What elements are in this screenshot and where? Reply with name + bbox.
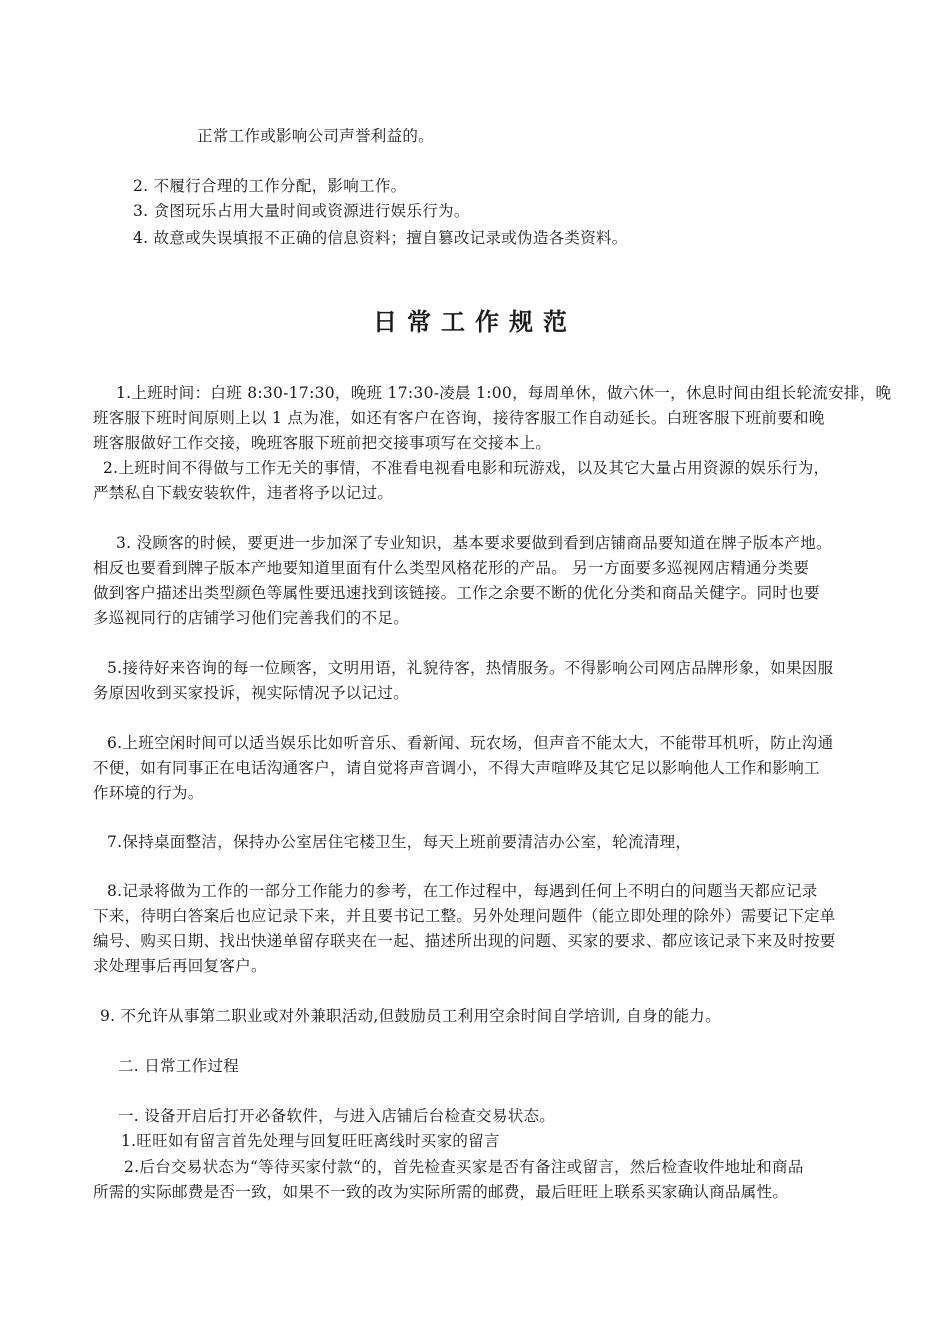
rule-6-line-2: 不便，如有同事正在电话沟通客户，请自觉将声音调小，不得大声喧哗及其它足以影响他人工作和影响工 [93, 759, 820, 777]
rule-3-line-4: 多巡视同行的店铺学习他们完善我们的不足。 [93, 609, 410, 627]
rule-7-line-1: 7.保持桌面整洁，保持办公室居住宅楼卫生，每天上班前要清洁办公室，轮流清理， [107, 833, 692, 851]
rule-3-line-2: 相反也要看到牌子版本产地要知道里面有什么类型风格花形的产品。 另一方面要多巡视网店精通分类要 [93, 559, 810, 577]
process-step-1-2-line-2: 所需的实际邮费是否一致，如果不一致的改为实际所需的邮费，最后旺旺上联系买家确认商品属性。 [93, 1183, 789, 1201]
intro-continued-text: 正常工作或影响公司声誉利益的。 [197, 127, 435, 145]
rule-6-line-1: 6.上班空闲时间可以适当娱乐比如听音乐、看新闻、玩农场，但声音不能太大，不能带耳机听，防止沟通 [107, 734, 834, 752]
process-step-1-2-line-1: 2.后台交易状态为“等待买家付款“的，首先检查买家是否有备注或留言，然后检查收件地址和商品 [124, 1158, 804, 1176]
rule-2-line-1: 2.上班时间不得做与工作无关的事情，不准看电视看电影和玩游戏，以及其它大量占用资源的娱乐行为， [103, 459, 830, 477]
rule-3-line-3: 做到客户描述出类型颜色等属性要迅速找到该链接。工作之余要不断的优化分类和商品关健字。同时也要 [93, 584, 820, 602]
process-step-1: 一. 设备开启后打开必备软件，与进入店铺后台检查交易状态。 [118, 1107, 556, 1125]
process-heading: 二. 日常工作过程 [118, 1057, 240, 1075]
section-title: 日常工作规范 [373, 308, 577, 336]
rule-8-line-2: 下来，待明白答案后也应记录下来，并且要书记工整。另外处理问题件（能立即处理的除外）需要记下定单 [93, 907, 836, 925]
rule-1-line-3: 班客服做好工作交接，晚班客服下班前把交接事项写在交接本上。 [93, 434, 552, 452]
rule-8-line-1: 8.记录将做为工作的一部分工作能力的参考，在工作过程中，每遇到任何上不明白的问题当天都应记录 [107, 882, 818, 900]
rule-3-line-1: 3. 没顾客的时候，要更进一步加深了专业知识，基本要求要做到看到店铺商品要知道在牌子版本产地。 [116, 534, 832, 552]
rule-2-line-2: 严禁私自下载安装软件，违者将予以记过。 [93, 484, 394, 502]
rule-8-line-3: 编号、购买日期、找出快递单留存联夹在一起、描述所出现的问题、买家的要求、都应该记录下来及时按要 [93, 932, 836, 950]
rule-6-line-3: 作环境的行为。 [93, 784, 204, 802]
process-step-1-1: 1.旺旺如有留言首先处理与回复旺旺离线时买家的留言 [121, 1132, 500, 1150]
rule-8-line-4: 求处理事后再回复客户。 [93, 957, 267, 975]
rule-5-line-2: 务原因收到买家投诉，视实际情况予以记过。 [93, 684, 410, 702]
rule-1-line-2: 班客服下班时间原则上以 1 点为准，如还有客户在咨询，接待客服工作自动延长。白班客服下班前要和晚 [93, 409, 825, 427]
rule-1-line-1: 1.上班时间：白班 8:30-17:30，晚班 17:30-凌晨 1:00，每周单休，做六休一，休息时间由组长轮流安排，晚 [116, 384, 892, 402]
intro-item-4: 4. 故意或失误填报不正确的信息资料；擅自篡改记录或伪造各类资料。 [133, 229, 628, 247]
rule-5-line-1: 5.接待好来咨询的每一位顾客，文明用语，礼貌待客，热情服务。不得影响公司网店品牌形象，如果因服 [107, 659, 834, 677]
intro-item-2: 2. 不履行合理的工作分配，影响工作。 [133, 177, 407, 195]
rule-9-line-1: 9. 不允许从事第二职业或对外兼职活动,但鼓励员工利用空余时间自学培训, 自身的能力。 [100, 1007, 721, 1025]
intro-item-3: 3. 贪图玩乐占用大量时间或资源进行娱乐行为。 [133, 202, 470, 220]
